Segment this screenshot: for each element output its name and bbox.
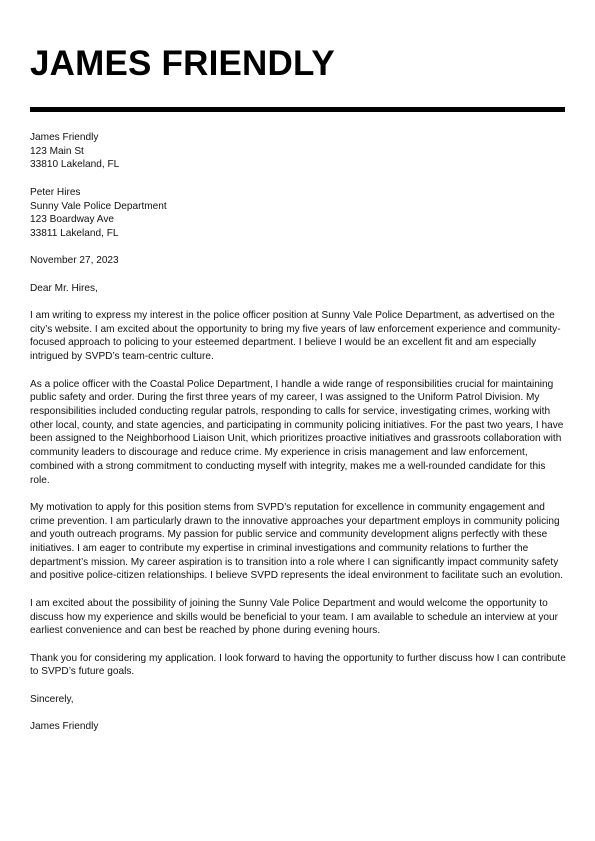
sender-street: 123 Main St (30, 145, 84, 157)
recipient-name: Peter Hires (30, 186, 81, 198)
sender-name: James Friendly (30, 132, 99, 143)
name-header: JAMES FRIENDLY (30, 44, 335, 83)
paragraph-motivation: My motivation to apply for this position stems from SVPD’s reputation for excellence in community engagement and crime prevention. I am particularly drawn to the innovative approaches your department employs in community policing and youth outreach programs. My passion for public service and community development aligns perfectly with these initiatives. I am eager to contribute my expertise in criminal investigations and community relations to further the department’s mission. My career aspiration is to transition into a role where I can significantly impact community safety and positive police-citizen relationships. I believe SVPD represents the ideal environment to facilitate such an evolution. (30, 501, 564, 582)
signature: James Friendly (30, 721, 99, 733)
paragraph-experience: As a police officer with the Coastal Police Department, I handle a wide range of responsibilities crucial for maintaining public safety and order. During the first three years of my career, I was assigned to the Uniform Patrol Division. My responsibilities included conducting regular patrols, responding to calls for service, investigating crimes, working with other local, county, and state agencies, and participating in community policing initiatives. For the past two years, I have been assigned to the Neighborhood Liaison Unit, which prioritizes proactive initiatives and grassroots collaboration with community leaders to discourage and reduce crime. My experience in crisis management and law enforcement, combined with a strong commitment to conducting myself with integrity, makes me a well-rounded candidate for this role. (30, 378, 564, 486)
recipient-city: 33811 Lakeland, FL (30, 227, 119, 239)
recipient-organization: Sunny Vale Police Department (30, 200, 167, 212)
paragraph-thanks: Thank you for considering my application. I look forward to having the opportunity to further discuss how I can contribute to SVPD’s future goals. (30, 652, 566, 678)
sender-city: 33810 Lakeland, FL (30, 159, 120, 171)
letter-date: November 27, 2023 (30, 255, 119, 267)
paragraph-intro: I am writing to express my interest in the police officer position at Sunny Vale Police Department, as advertised on the city’s website. I am excited about the opportunity to bring my five years of law enforcement experience and community-focused approach to policing to your esteemed department. I believe I would be an excellent fit and am especially intrigued by SVPD’s team-centric culture. (30, 310, 561, 363)
letter-body (30, 131, 566, 747)
paragraph-availability: I am excited about the possibility of joining the Sunny Vale Police Department and would welcome the opportunity to discuss how my experience and skills would be beneficial to your team. I am available to schedule an interview at your earliest convenience and can best be reached by phone during evening hours. (30, 597, 558, 637)
recipient-address (30, 186, 566, 241)
sender-address (30, 131, 566, 172)
closing: Sincerely, (30, 693, 74, 705)
salutation: Dear Mr. Hires, (30, 282, 98, 294)
recipient-street: 123 Boardway Ave (30, 214, 114, 226)
header-divider (30, 107, 565, 112)
